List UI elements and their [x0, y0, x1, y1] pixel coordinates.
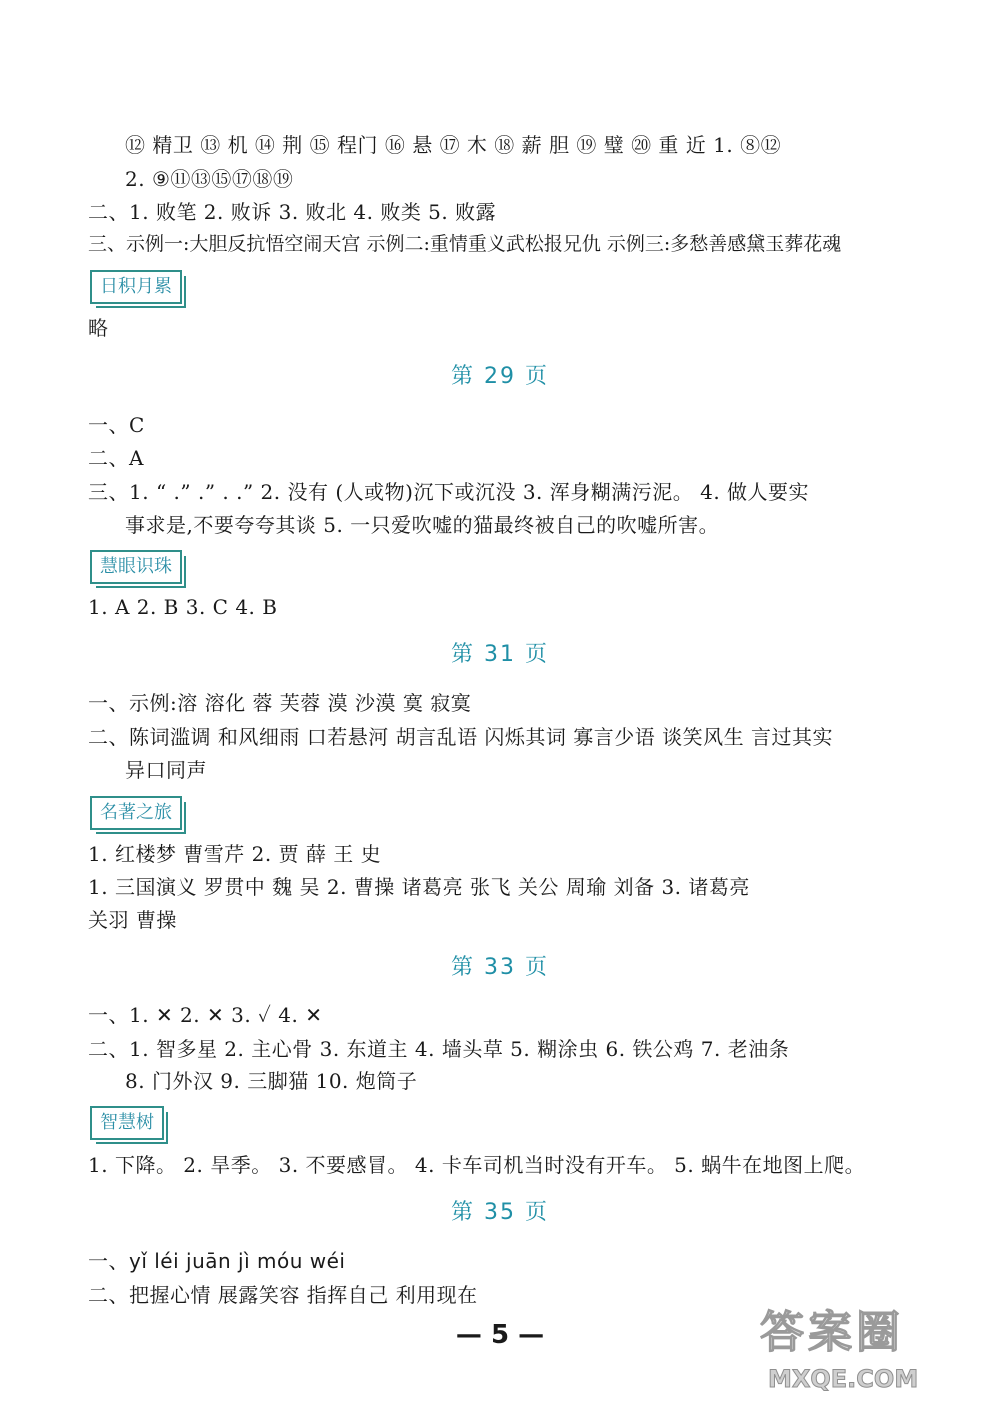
section-tag: 慧眼识珠	[90, 550, 182, 584]
answer-line: 1. A 2. B 3. C 4. B	[88, 595, 278, 619]
page-section-title: 第 29 页	[451, 364, 549, 389]
section-tag: 名著之旅	[90, 796, 182, 830]
answer-line: 三、1. “ .” .” . .” 2. 没有 (人或物)沉下或沉没 3. 浑身糊满污泥。 4. 做人要实	[88, 480, 810, 504]
page-section-title: 第 31 页	[451, 642, 549, 667]
answer-line: 1. 红楼梦 曹雪芹 2. 贾 薛 王 史	[88, 842, 382, 866]
watermark-url: MXQE.COM	[768, 1365, 919, 1393]
answer-line: 略	[88, 316, 109, 340]
watermark-text: 答案圈	[760, 1307, 904, 1358]
page-number: — 5 —	[455, 1320, 545, 1350]
answer-line: 异口同声	[125, 758, 207, 782]
answer-line: ⑫ 精卫 ⑬ 机 ⑭ 荆 ⑮ 程门 ⑯ 悬 ⑰ 木 ⑱ 薪 胆 ⑲ 璧 ⑳ 重 近 1. ⑧⑫	[125, 133, 782, 157]
answer-line: 二、1. 智多星 2. 主心骨 3. 东道主 4. 墙头草 5. 糊涂虫 6. 铁公鸡 7. 老油条	[88, 1037, 790, 1061]
section-tag: 日积月累	[90, 270, 182, 304]
answer-line: 1. 三国演义 罗贯中 魏 吴 2. 曹操 诸葛亮 张飞 关公 周瑜 刘备 3. 诸葛亮	[88, 875, 750, 899]
answer-line: 1. 下降。 2. 旱季。 3. 不要感冒。 4. 卡车司机当时没有开车。 5. 蜗牛在地图上爬。	[88, 1153, 866, 1177]
watermark-logo	[760, 1305, 990, 1400]
page-section-title: 第 33 页	[451, 955, 549, 980]
section-tag: 智慧树	[90, 1106, 164, 1140]
answer-line: 一、yǐ léi juān jì móu wéi	[88, 1249, 346, 1273]
answer-line: 一、1. ✕ 2. ✕ 3. ✓ 4. ✕	[88, 1003, 323, 1027]
answer-line: 二、A	[88, 446, 144, 470]
answer-line: 2. ⑨⑪⑬⑮⑰⑱⑲	[125, 167, 294, 191]
answer-line: 三、示例一:大胆反抗悟空闹天宫 示例二:重情重义武松报兄仇 示例三:多愁善感黛玉葬花魂	[88, 233, 842, 255]
answer-line: 事求是,不要夸夸其谈 5. 一只爱吹嘘的猫最终被自己的吹嘘所害。	[125, 513, 720, 537]
answer-line: 一、C	[88, 413, 145, 437]
page-section-title: 第 35 页	[451, 1200, 549, 1225]
answer-line: 二、陈词滥调 和风细雨 口若悬河 胡言乱语 闪烁其词 寡言少语 谈笑风生 言过其实	[88, 725, 834, 749]
answer-line: 一、示例:溶 溶化 蓉 芙蓉 漠 沙漠 寞 寂寞	[88, 691, 472, 715]
answer-line: 二、把握心情 展露笑容 指挥自己 利用现在	[88, 1283, 478, 1307]
answer-line: 8. 门外汉 9. 三脚猫 10. 炮筒子	[125, 1069, 418, 1093]
answer-line: 关羽 曹操	[88, 908, 177, 932]
answer-line: 二、1. 败笔 2. 败诉 3. 败北 4. 败类 5. 败露	[88, 200, 497, 224]
